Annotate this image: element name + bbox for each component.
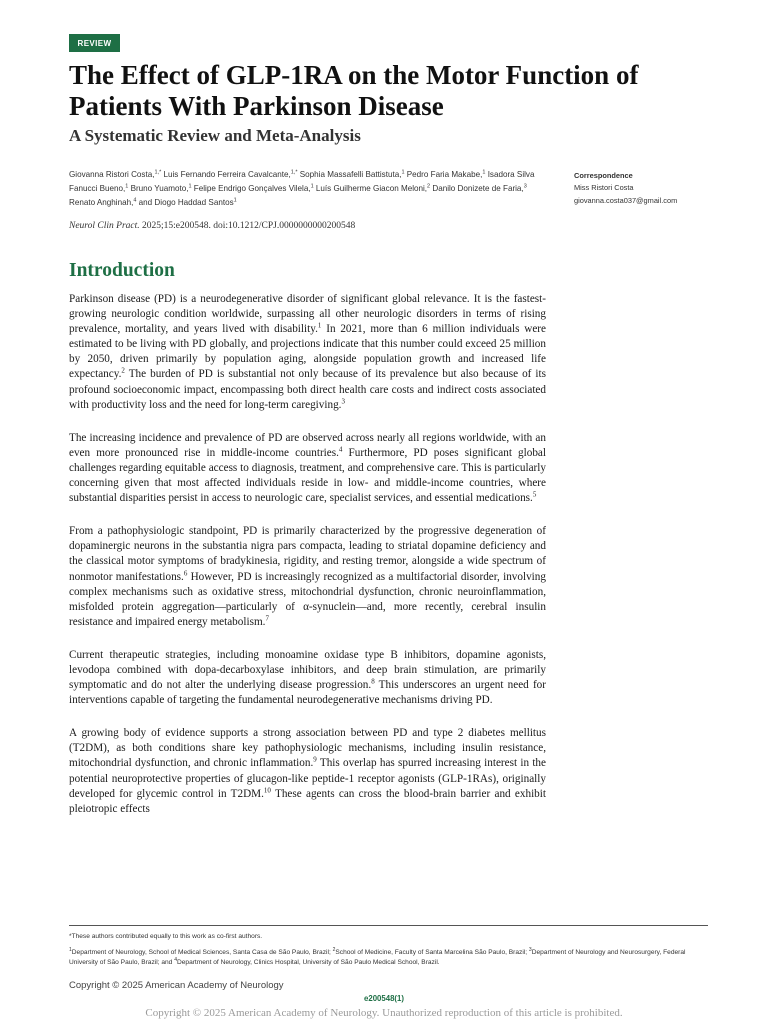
author-name: Luís Guilherme Giacon Meloni, [315,184,428,193]
affiliation-text: School of Medicine, Faculty of Santa Marcelina São Paulo, Brazil; [335,949,529,956]
paragraph-text: Parkinson disease (PD) is a neurodegenerative disorder of significant global relevance. It is the fastest-growing neurologic condition worldwide, surpassing all other neurologic disorders in terms of rising prevalence, mortality, and years lived with disability. [69,293,546,336]
affiliation-number: 3 [528,946,532,953]
correspondence-heading: Correspondence [574,171,633,180]
author-affiliation-marker: 1,* [154,169,162,176]
author-affiliation-marker: 3 [523,183,527,190]
affiliations-note [69,948,709,968]
author-name: Luis Fernando Ferreira Cavalcante, [163,170,291,179]
author-name: Pedro Faria Makabe, [406,170,483,179]
reference-marker[interactable]: 2 [121,366,125,375]
correspondence-name: Miss Ristori Costa [574,183,634,193]
body-paragraph [69,648,546,708]
correspondence-box [574,170,734,207]
author-affiliation-marker: 1 [188,183,192,190]
author-affiliation-marker: 1,* [290,169,298,176]
introduction-body [69,292,546,835]
author-affiliation-marker: 1 [401,169,405,176]
body-paragraph [69,431,546,506]
author-name: Danilo Donizete de Faria, [432,184,524,193]
paragraph-text: The increasing incidence and prevalence of PD are observed across nearly all regions worldwide, with an even more pronounced rise in middle-income countries. [69,431,546,459]
author-affiliation-marker: 1 [310,183,314,190]
paragraph-text: Furthermore, PD poses significant global challenges regarding equitable access to diagnosis, treatment, and comprehensive care. This is particularly concerning given that most affected individuals reside in low- and middle-income countries, where substantial disparities persist in access to neurologic care, specialist services, and essential medications. [69,446,546,505]
reference-marker[interactable]: 9 [313,755,317,764]
reference-marker[interactable]: 3 [341,396,345,405]
author-list [69,168,539,210]
copyright-watermark: Copyright © 2025 American Academy of Neurology. Unauthorized reproduction of this article is prohibited. [145,1007,623,1019]
author-name: Isadora Silva Fanucci Bueno, [69,170,535,193]
author-affiliation-marker: 1 [233,197,237,204]
paragraph-text: Current therapeutic strategies, including monoamine oxidase type B inhibitors, dopamine agonists, levodopa combined with dopa-decarboxylase inhibitors, and deep brain stimulation, are primarily symptomatic and do not alter the underlying disease progression. [69,648,546,692]
paragraph-text: In 2021, more than 6 million individuals were estimated to be living with PD globally, and projections indicate that this number could exceed 25 million by 2050, driven primarily by population aging, alongside population growth and increased life expectancy. [69,323,546,381]
body-paragraph [69,726,546,817]
article-subtitle: A Systematic Review and Meta-Analysis [69,126,361,145]
author-affiliation-marker: 4 [133,197,137,204]
section-heading-introduction: Introduction [69,260,175,281]
affiliation-text: Department of Neurology, School of Medical Sciences, Santa Casa de São Paulo, Brazil; [71,949,333,956]
equal-contribution-note: *These authors contributed equally to this work as co-first authors. [69,933,263,940]
author-name: Felipe Endrigo Gonçalves Vilela, [193,184,311,193]
affiliation-number: 4 [174,956,177,963]
reference-marker[interactable]: 10 [263,785,271,794]
paragraph-text: However, PD is increasingly recognized as a multifactorial disorder, involving complex mechanisms such as oxidative stress, mitochondrial dysfunction, chronic neuroinflammation, misfolded protein aggregation—particularly of α-synuclein—and, more recently, cerebral insulin resistance and impaired energy metabolism. [69,570,546,628]
paragraph-text: A growing body of evidence supports a strong association between PD and type 2 diabetes mellitus (T2DM), as both conditions share key pathophysiologic mechanisms, including insulin resistance, mitochondrial dysfunction, and chronic inflammation. [69,727,546,770]
journal-abbrev: Neurol Clin Pract. [69,221,140,231]
affiliation-text: Department of Neurology, Clinics Hospital, University of São Paulo Medical School, Brazil. [176,959,440,966]
paragraph-text: The burden of PD is substantial not only because of its prevalence but also because of its profound socioeconomic impact, encompassing both direct health care costs and indirect costs associated with productivity loss and the need for long-term caregiving. [69,368,546,411]
author-name: Renato Anghinah, [69,198,134,207]
affiliation-text: Department of Neurology and Neurosurgery, Federal University of São Paulo, Brazil; and [69,949,686,966]
article-title: The Effect of GLP-1RA on the Motor Function of Patients With Parkinson Disease [69,60,639,121]
body-paragraph [69,524,546,630]
author-name: Giovanna Ristori Costa, [69,170,155,179]
citation-details: 2025;15:e200548. doi:10.1212/CPJ.0000000000200548 [142,221,356,231]
paragraph-text: This underscores an urgent need for interventions capable of targeting the fundamental neurodegenerative mechanisms driving PD. [69,679,547,707]
author-affiliation-marker: 1 [125,183,129,190]
paragraph-text: These agents can cross the blood-brain barrier and exhibit pleiotropic effects [69,787,546,815]
article-type-badge: REVIEW [69,34,120,52]
reference-marker[interactable]: 8 [371,677,375,686]
affiliation-number: 1 [69,946,72,953]
footnotes [69,932,709,974]
reference-marker[interactable]: 1 [317,321,322,330]
reference-marker[interactable]: 7 [265,614,269,623]
paragraph-text: This overlap has spurred increasing interest in the potential neuroprotective properties of glucagon-like peptide-1 receptor agonists (GLP-1RAs), originally developed for glycemic control in T2DM. [69,757,546,800]
author-name: Sophia Massafelli Battistuta, [299,170,402,179]
page-identifier: e200548(1) [364,994,404,1003]
citation-line [69,221,355,231]
author-affiliation-marker: 2 [427,183,431,190]
paragraph-text: From a pathophysiologic standpoint, PD is primarily characterized by the progressive degeneration of dopaminergic neurons in the substantia nigra pars compacta, leading to striatal dopamine deficiency and the classical motor symptoms of bradykinesia, rigidity, and resting tremor, alongside a wide spectrum of nonmotor manifestations. [69,525,546,583]
copyright-line: Copyright © 2025 American Academy of Neurology [69,980,284,991]
author-affiliation-marker: 1 [482,169,486,176]
reference-marker[interactable]: 4 [338,445,343,454]
footnote-divider [69,925,708,926]
reference-marker[interactable]: 6 [183,568,188,577]
author-name: Bruno Yuamoto, [130,184,189,193]
correspondence-email[interactable]: giovanna.costa037@gmail.com [574,195,678,205]
author-name: and Diogo Haddad Santos [138,198,234,207]
affiliation-number: 2 [332,946,336,953]
body-paragraph [69,292,546,413]
reference-marker[interactable]: 5 [532,490,537,499]
